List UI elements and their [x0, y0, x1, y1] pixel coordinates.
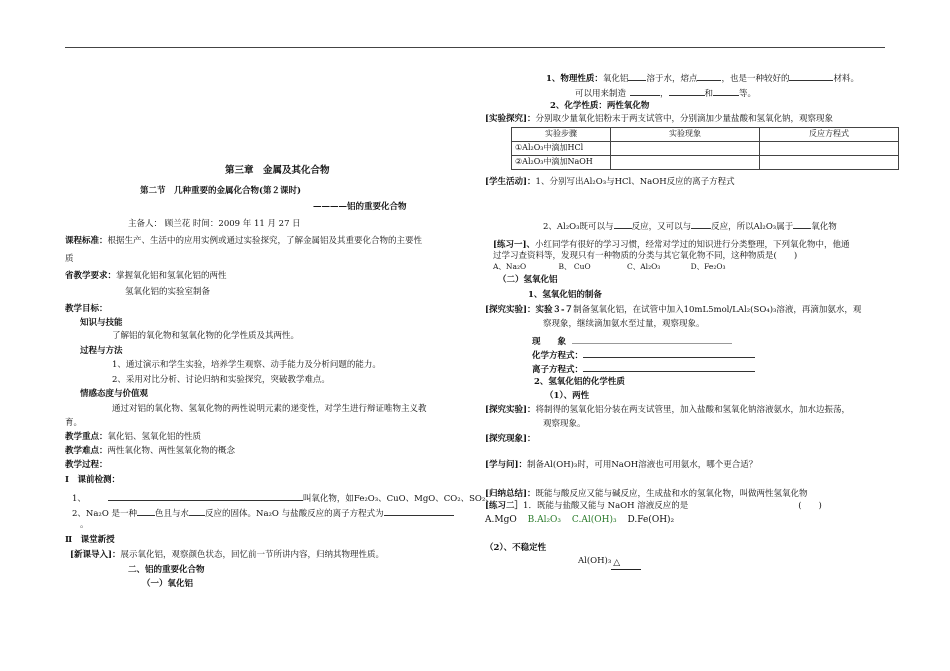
- new-class-label: Ⅱ 课堂新授: [65, 535, 115, 545]
- standard-text: 根据生产、生活中的应用实例或通过实验探究，了解金属铝及其重要化合物的主要性: [107, 236, 423, 246]
- standard-label: 课程标准：: [65, 236, 108, 246]
- key-points: 教学重点：氧化铝、氢氧化铝的性质: [65, 432, 202, 442]
- table-row: [512, 156, 899, 170]
- preparation-title: 1、氢氧化铝的制备: [528, 290, 602, 300]
- table-cell: ①Al₂O₃中滴加HCl: [512, 142, 611, 156]
- option-d[interactable]: D、Fe₂O₃: [690, 262, 726, 271]
- table-header: 实验现象: [611, 128, 760, 142]
- difficulties: 教学难点：两性氧化物、两性氢氧化物的概念: [65, 446, 236, 456]
- blank-field[interactable]: [789, 71, 833, 81]
- experiment-explore-2: [探究实验]：实验３-７制备氢氧化铝，在试管中加入10mL5mol/LAl₂(SO₄)₃溶液，再滴加氨水，观: [485, 305, 862, 315]
- table-header: 实验步骤: [512, 128, 611, 142]
- emotion-label: 情感态度与价值观: [80, 389, 149, 399]
- blank-field[interactable]: [189, 506, 205, 516]
- experiment-explore-3-line-2: 观察现象。: [543, 419, 586, 429]
- table-cell: ②Al₂O₃中滴加NaOH: [512, 156, 611, 170]
- blank-field[interactable]: [108, 491, 303, 501]
- new-class-intro: [新课导入]：展示氧化铝，观察颜色状态，回忆前一节所讲内容，归纳其物理性质。: [70, 550, 385, 560]
- exercise-1-options: [493, 262, 726, 272]
- table-cell[interactable]: [760, 142, 899, 156]
- option-a[interactable]: A.MgO: [485, 515, 517, 525]
- heat-symbol: △: [613, 558, 621, 568]
- blank-field[interactable]: [137, 506, 155, 516]
- explore-phenomenon-label: [探究现象]：: [485, 434, 536, 444]
- experiment-explore-3: [探究实验]：将制得的氢氧化铝分装在两支试管里，加入盐酸和氢氧化钠溶液氨水，加水边振荡，: [485, 405, 851, 415]
- table-header-row: [512, 128, 899, 142]
- blank-field[interactable]: [713, 86, 739, 96]
- pre-test-end: 。: [80, 520, 89, 530]
- hydroxide-chemprop-title: 2、氢氧化铝的化学性质: [534, 377, 625, 387]
- blank-field[interactable]: [697, 71, 721, 81]
- author-line: 主备人： 顾兰花 时间：2009 年 11 月 27 日: [128, 219, 301, 229]
- summary: [归纳总结]：既能与酸反应又能与碱反应，生成盐和水的氢氧化物，叫做两性氢氧化物: [485, 489, 808, 499]
- procedure-label: 教学过程：: [65, 460, 108, 470]
- blank-field[interactable]: [384, 506, 454, 516]
- reaction-line: [611, 569, 641, 570]
- option-b[interactable]: B.Al₂O₃: [527, 515, 562, 525]
- blank-field[interactable]: [630, 86, 660, 96]
- emotion-text-1: 通过对铝的氧化物、氢氧化物的两性说明元素的递变性，对学生进行辩证唯物主义教: [112, 404, 427, 414]
- process-label: 过程与方法: [80, 346, 123, 356]
- knowledge-label: 知识与技能: [80, 318, 123, 328]
- blank-field[interactable]: [572, 334, 732, 344]
- subsection-alumina: （一）氧化铝: [142, 579, 194, 589]
- standard-text-2: 质: [65, 254, 74, 264]
- province-label: 省教学要求：: [65, 271, 117, 281]
- ionic-equation-row: 离子方程式：: [532, 362, 755, 376]
- chemical-equation-row: 化学方程式：: [532, 348, 755, 362]
- student-activity-2: 2、Al₂O₃既可以与 反应，又可以与 反应，所以Al₂O₃属于 氧化物: [543, 219, 837, 233]
- exercise-1-line-2: 过学习查资料等，发现只有一种物质的分类与其它氧化物不同，这种物质是( ): [493, 251, 798, 261]
- province-text-2: 氢氧化铝的实验室制备: [125, 287, 211, 297]
- province-requirement: 省教学要求：掌握氧化铝和氢氧化铝的两性: [65, 271, 227, 281]
- emotion-text-2: 育。: [65, 418, 83, 428]
- pre-test-label: Ⅰ 课前检测：: [65, 475, 120, 485]
- option-a[interactable]: A、Na₂O: [493, 262, 527, 271]
- process-item-1: 1、通过演示和学生实验，培养学生观察、动手能力及分析问题的能力。: [112, 360, 381, 370]
- amphoteric-title: （1）、两性: [545, 391, 590, 401]
- exercise-2-options: [485, 514, 674, 526]
- answer-paren[interactable]: ( ): [798, 501, 822, 511]
- learn-and-ask: [学与问]：制备Al(OH)₃时，可用NaOH溶液也可用氨水，哪个更合适？: [485, 460, 758, 470]
- physical-uses: 可以用来制造 ， 和 等。: [575, 86, 756, 100]
- goals-label: 教学目标：: [65, 304, 108, 314]
- unstable-title: （2）、不稳定性: [485, 543, 547, 553]
- table-row: [512, 142, 899, 156]
- subtitle: ————铝的重要化合物: [313, 202, 407, 212]
- chemical-properties-title: 2、化学性质：两性氧化物: [550, 101, 650, 111]
- option-c[interactable]: C.Al(OH)₃: [571, 515, 617, 525]
- chapter-title: 第三章 金属及其化合物: [225, 165, 330, 176]
- table-cell[interactable]: [760, 156, 899, 170]
- option-b[interactable]: B、 CuO: [558, 262, 591, 271]
- process-item-2: 2、采用对比分析、讨论归纳和实验探究，突破教学难点。: [112, 375, 330, 385]
- exercise-2: [练习二］1．既能与盐酸又能与 NaOH 溶液反应的是 ( ): [485, 501, 822, 511]
- experiment-table: [511, 127, 899, 170]
- table-header: 反应方程式: [760, 128, 899, 142]
- exercise-1: [练习一]、小红同学有很好的学习习惯，经常对学过的知识进行分类整理，下列氧化物中，他通: [493, 240, 850, 250]
- experiment-explore-2-line-2: 察现象，继续滴加氨水至过量，观察现象。: [543, 319, 705, 329]
- student-activity: [学生活动]：1、分别写出Al₂O₃与HCl、NaOH反应的离子方程式: [485, 177, 735, 187]
- blank-field[interactable]: [583, 348, 755, 358]
- pre-test-question-1: 1、 叫氧化物，如Fe₂O₃、CuO、MgO、CO₂、SO₂、: [72, 491, 494, 505]
- phenomenon-row: 现 象: [532, 334, 732, 348]
- header-rule: [65, 47, 885, 48]
- blank-field[interactable]: [583, 362, 755, 372]
- option-c[interactable]: C、Al₂O₃: [627, 262, 661, 271]
- blank-field[interactable]: [669, 86, 705, 96]
- option-d[interactable]: D.Fe(OH)₂: [627, 515, 675, 525]
- blank-field[interactable]: [793, 219, 811, 229]
- blank-field[interactable]: [691, 219, 711, 229]
- experiment-explore-1: [实验探究]：分别取少量氧化铝粉末于两支试管中，分别滴加少量盐酸和氢氧化钠，观察现象: [485, 114, 834, 124]
- pre-test-question-2: 2、Na₂O 是一种 色且与水 反应的固体。Na₂O 与盐酸反应的离子方程式为: [72, 506, 454, 520]
- table-cell[interactable]: [611, 142, 760, 156]
- subsection-hydroxide: （二）氢氧化铝: [498, 275, 558, 285]
- blank-field[interactable]: [614, 219, 632, 229]
- section-title: 第二节 几种重要的金属化合物(第２课时): [140, 186, 302, 196]
- physical-properties: 1、物理性质：氧化铝 溶于水，熔点 ，也是一种较好的 材料。: [546, 71, 859, 85]
- decomposition-equation: Al(OH)₃ △: [578, 556, 641, 567]
- table-cell[interactable]: [611, 156, 760, 170]
- knowledge-text: 了解铝的氧化物和氢氧化物的化学性质及其两性。: [112, 331, 300, 341]
- blank-field[interactable]: [628, 71, 646, 81]
- course-standard: [65, 236, 422, 247]
- section-2-title: 二、铝的重要化合物: [128, 565, 205, 575]
